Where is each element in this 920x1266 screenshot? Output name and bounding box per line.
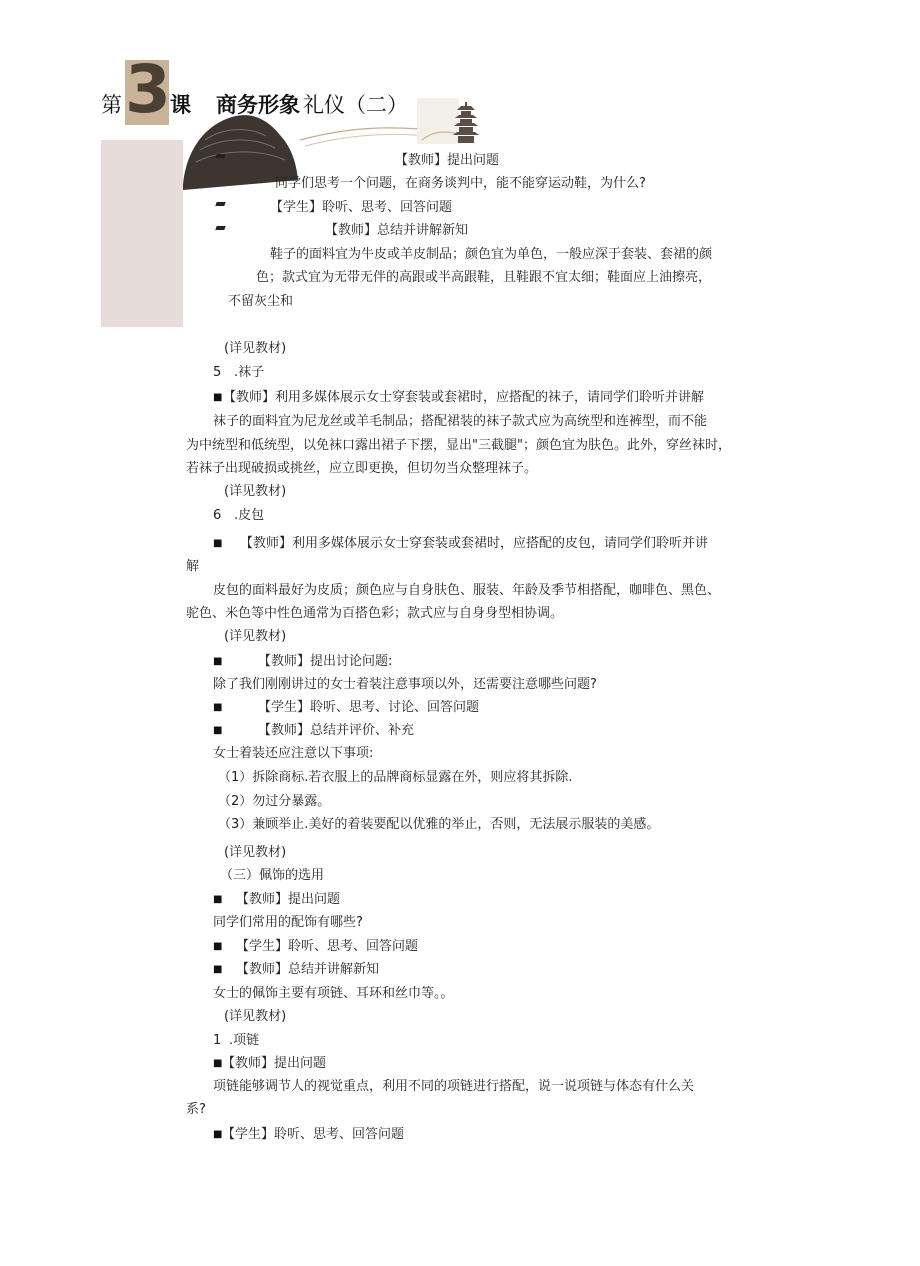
lesson-number: 3	[125, 51, 171, 128]
bullet-icon: ■	[213, 941, 223, 952]
title-sub: 礼仪（二）	[303, 93, 408, 117]
see-textbook: (详见教材)	[224, 1009, 287, 1024]
teacher-instruction-cont: 解	[186, 559, 200, 574]
note-item: （3）兼顾举止.美好的着装要配以优雅的举止，否则，无法展示服装的美感。	[218, 817, 660, 832]
shoes-paragraph-line: 不留灰尘和	[228, 294, 294, 309]
teacher-summary: 【教师】总结并讲解新知	[236, 962, 380, 977]
question-text: 同学们思考一个问题，在商务谈判中，能不能穿运动鞋，为什么?	[275, 176, 646, 191]
bullet-icon: ■	[213, 894, 223, 905]
title-prefix: 第	[101, 93, 122, 117]
socks-paragraph-line: 若袜子出现破损或挑丝，应立即更换，但切勿当众整理袜子。	[186, 461, 538, 476]
dash-marker	[215, 202, 225, 206]
shoes-paragraph-line: 鞋子的面料宜为牛皮或羊皮制品；颜色宜为单色，一般应深于套装、套裙的颜	[270, 247, 713, 262]
bag-heading: .皮包	[234, 508, 265, 523]
student-response: 【学生】聆听、思考、讨论、回答问题	[258, 700, 480, 715]
item-number: 5	[213, 365, 222, 380]
bullet-icon: ■	[213, 725, 223, 736]
bullet-icon: ■	[213, 538, 223, 549]
title-lesson-word: 课	[170, 93, 191, 117]
bullet-icon: ■	[213, 656, 223, 667]
necklace-question-line: 项链能够调节人的视觉重点，利用不同的项链进行搭配，说一说项链与体态有什么关	[213, 1079, 695, 1094]
socks-paragraph-line: 为中统型和低统型，以免袜口露出裙子下摆，显出"三截腿"；颜色宜为肤色。此外，穿丝袜时，	[186, 438, 731, 453]
item-number: 6	[213, 508, 222, 523]
note-item: （1）拆除商标.若衣服上的品牌商标显露在外，则应将其拆除.	[218, 770, 573, 785]
teacher-discussion: 【教师】提出讨论问题:	[258, 654, 393, 669]
see-textbook: (详见教材)	[224, 845, 287, 860]
item-number: 1	[213, 1033, 222, 1048]
socks-heading: .袜子	[234, 365, 265, 380]
accessories-question: 同学们常用的配饰有哪些?	[213, 915, 363, 930]
shoes-paragraph-line: 色；款式宜为无带无伴的高跟或半高跟鞋，且鞋跟不宜太细；鞋面应上油擦亮，	[256, 270, 712, 285]
lesson-header-banner	[0, 0, 920, 340]
necklace-heading: .项链	[229, 1033, 260, 1048]
bullet-icon: ■	[213, 1129, 223, 1140]
teacher-summary: 【教师】总结并讲解新知	[325, 223, 469, 238]
title-main: 商务形象	[216, 93, 300, 117]
student-response: 【学生】聆听、思考、回答问题	[222, 1127, 405, 1142]
discussion-question: 除了我们刚刚讲过的女士着装注意事项以外，还需要注意哪些问题?	[213, 677, 597, 692]
accessories-answer: 女士的佩饰主要有项链、耳环和丝巾等。。	[213, 986, 454, 1001]
bullet-icon: ■	[213, 1058, 223, 1069]
necklace-question-line: 系?	[186, 1102, 206, 1117]
socks-paragraph-line: 袜子的面料宜为尼龙丝或羊毛制品；搭配裙装的袜子款式应为高统型和连裤型，而不能	[213, 414, 708, 429]
bag-paragraph-line: 驼色、米色等中性色通常为百搭色彩；款式应与自身身型相协调。	[186, 606, 564, 621]
student-response: 【学生】聆听、思考、回答问题	[270, 200, 453, 215]
see-textbook: (详见教材)	[224, 484, 287, 499]
bullet-icon: ■	[213, 964, 223, 975]
accessories-heading: （三）佩饰的选用	[220, 868, 325, 883]
notes-intro: 女士着装还应注意以下事项:	[213, 746, 374, 761]
teacher-instruction: 【教师】利用多媒体展示女士穿套装或套裙时，应搭配的皮包，请同学们聆听并讲	[240, 536, 709, 551]
see-textbook: (详见教材)	[224, 341, 287, 356]
teacher-question: 【教师】提出问题	[236, 892, 341, 907]
dash-marker	[215, 226, 225, 230]
bullet-icon: ■	[213, 392, 223, 403]
teacher-question: 【教师】提出问题	[222, 1056, 327, 1071]
teacher-question: 【教师】提出问题	[395, 153, 500, 168]
teacher-instruction: 【教师】利用多媒体展示女士穿套装或套裙时，应搭配的袜子，请同学们聆听并讲解	[223, 390, 705, 405]
bullet-icon: ■	[213, 702, 223, 713]
see-textbook: (详见教材)	[224, 629, 287, 644]
student-response: 【学生】聆听、思考、回答问题	[236, 939, 419, 954]
dash-marker	[215, 154, 225, 158]
note-item: （2）勿过分暴露。	[218, 794, 331, 809]
teacher-summary: 【教师】总结并评价、补充	[258, 723, 415, 738]
bag-paragraph-line: 皮包的面料最好为皮质；颜色应与自身肤色、服装、年龄及季节相搭配，咖啡色、黑色、	[213, 583, 721, 598]
